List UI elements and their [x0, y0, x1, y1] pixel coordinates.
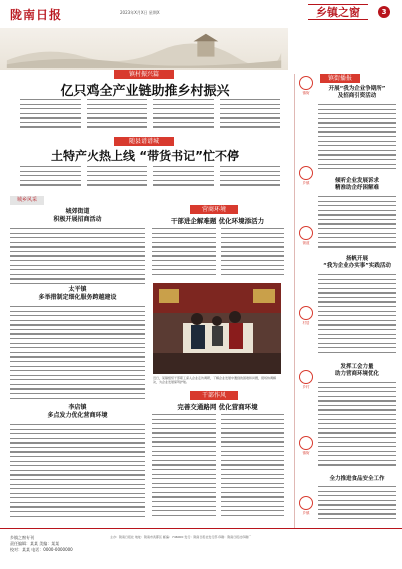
section-title: 乡镇之窗 [308, 4, 368, 20]
news-photo [153, 283, 281, 374]
photo-caption: 近日，某镇组织干部职工深入企业走访调研，了解企业发展中遇到的困难和问题，现场协调解决，为企业发展保驾护航。 [153, 376, 277, 384]
issue-date: 2023年X月X日 星期X [120, 10, 160, 15]
right3-headline: 扬帆开展 “我为企业办实事”实践活动 [323, 256, 391, 269]
side-tag-7: 乡镇 [298, 496, 314, 516]
side-tag-2: 乡镇 [298, 166, 314, 186]
left1-body [10, 228, 145, 288]
right5-headline: 全力推进食品安全工作 [329, 476, 385, 482]
center2-body [152, 414, 284, 524]
photo-scene-image [153, 283, 281, 374]
sidebar-divider [294, 74, 295, 528]
center2-headline: 完善交通路网 优化营商环境 [177, 403, 258, 411]
side-tag-1: 镇街 [298, 76, 314, 96]
side-tag-4: 村居 [298, 306, 314, 326]
center1-body [152, 228, 284, 280]
left3-headline: 李店镇 多点发力优化营商环境 [47, 404, 108, 419]
center2-kicker: 干部作风 [190, 391, 238, 400]
right2-headline: 倾听企业发展诉求 精准助企纾困解难 [334, 178, 379, 191]
side-tag-3: 街道 [298, 226, 314, 246]
second-body [20, 166, 280, 192]
right4-headline: 发挥工会力量 助力营商环境优化 [334, 364, 379, 377]
lead-headline: 亿只鸡全产业链助推乡村振兴 [60, 84, 230, 99]
left3-body [10, 424, 145, 524]
center1-headline: 干部进企解难题 优化环境添活力 [170, 217, 265, 225]
footer-info: 乡镇之窗专刊 责任编辑：某某 美编：某某 校对：某某 电话：0000-0000000 [10, 535, 73, 552]
center1-kicker: 营商环境 [190, 205, 238, 214]
lead-body [20, 99, 280, 135]
left2-body [10, 306, 145, 402]
mountain-illustration [0, 28, 288, 68]
right4-body [318, 382, 396, 470]
left1-headline: 城郊街道 积极开展招商活动 [53, 208, 102, 223]
right5-body [318, 486, 396, 526]
masthead [0, 0, 402, 28]
footer-meta: 主办：陇南日报社 地址：陇南市武都区 邮编：746000 发行：陇南日报社发行部 印刷：陇南日报社印刷厂 [110, 535, 252, 539]
side-tag-6: 镇街 [298, 436, 314, 456]
left2-headline: 太平镇 多举措制定细化服务跨越建设 [38, 286, 117, 301]
right2-body [318, 196, 396, 252]
right1-headline: 开展“我为企业争期所” 及招商引资活动 [328, 86, 386, 99]
page-number: 3 [378, 6, 390, 18]
newspaper-logo: 陇南日报 [10, 8, 63, 22]
right1-kicker: 镇街播报 [320, 74, 360, 83]
lead-kicker: 镇村振兴篇 [114, 70, 174, 79]
second-headline: 土特产火热上线 “带货书记”忙不停 [51, 149, 239, 163]
right3-body [318, 274, 396, 360]
side-tag-5: 乡村 [298, 370, 314, 390]
page-footer [0, 528, 402, 569]
right1-body [318, 104, 396, 172]
second-kicker: 随县谱谱城 [114, 137, 174, 146]
left-column-tag: 城乡风采 [10, 196, 44, 205]
decorative-banner [0, 28, 288, 70]
